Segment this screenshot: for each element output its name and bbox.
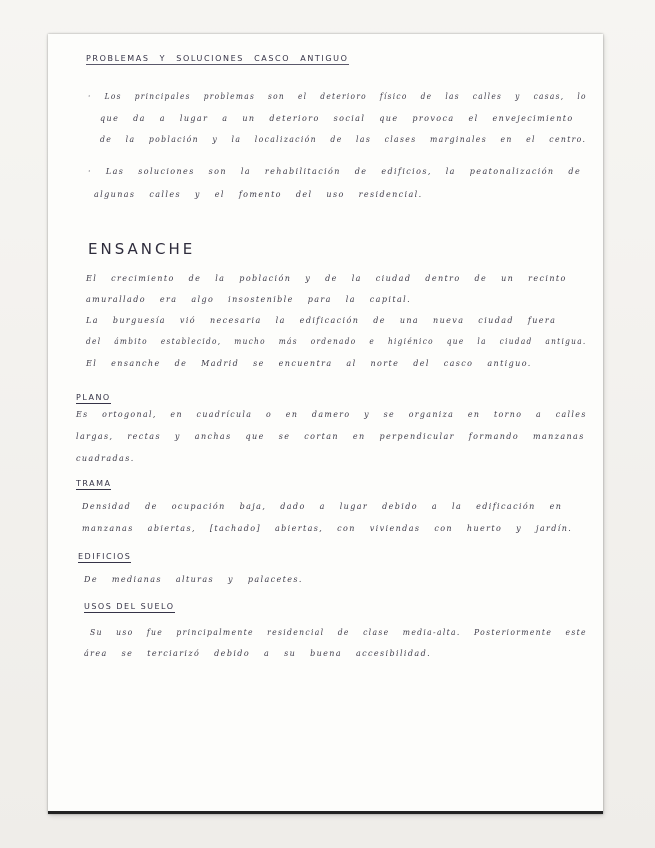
heading-edificios: EDIFICIOS xyxy=(78,552,132,561)
ensanche-line-1: El crecimiento de la población y de la ciudad dentro de un recinto xyxy=(86,274,567,283)
usos-line-2: área se terciarizó debido a su buena accesibilidad. xyxy=(84,649,432,658)
notebook-page xyxy=(48,34,603,814)
trama-line-2: manzanas abiertas, [tachado] abiertas, con viviendas con huerto y jardín. xyxy=(82,524,573,533)
intro-line-1: · Los principales problemas son el deterioro físico de las calles y casas, lo xyxy=(88,92,587,101)
trama-line-1: Densidad de ocupación baja, dado a lugar debido a la edificación en xyxy=(82,502,563,511)
ensanche-line-2: amurallado era algo insostenible para la capital. xyxy=(86,295,412,304)
section-heading-ensanche: ENSANCHE xyxy=(88,240,196,258)
heading-trama: TRAMA xyxy=(76,479,112,488)
intro-line-2: que da a lugar a un deterioro social que provoca el envejecimiento xyxy=(100,114,574,123)
plano-line-3: cuadradas. xyxy=(76,454,135,463)
heading-plano: PLANO xyxy=(76,393,111,402)
ensanche-line-4: del ámbito establecido, mucho más ordenado e higiénico que la ciudad antigua. xyxy=(86,337,587,346)
page-title: PROBLEMAS Y SOLUCIONES CASCO ANTIGUO xyxy=(86,54,349,63)
intro-line-5: algunas calles y el fomento del uso residencial. xyxy=(94,190,423,199)
usos-line-1: Su uso fue principalmente residencial de clase media-alta. Posteriormente este xyxy=(90,628,587,637)
heading-usos-del-suelo: USOS DEL SUELO xyxy=(84,602,175,611)
plano-line-2: largas, rectas y anchas que se cortan en perpendicular formando manzanas xyxy=(76,432,585,441)
plano-line-1: Es ortogonal, en cuadrícula o en damero y se organiza en torno a calles xyxy=(76,410,587,419)
edificios-line-1: De medianas alturas y palacetes. xyxy=(84,575,303,584)
ensanche-line-3: La burguesía vió necesaria la edificación de una nueva ciudad fuera xyxy=(86,316,557,325)
intro-line-4: · Las soluciones son la rehabilitación de edificios, la peatonalización de xyxy=(88,167,582,176)
intro-line-3: de la población y la localización de las clases marginales en el centro. xyxy=(100,135,587,144)
ensanche-line-5: El ensanche de Madrid se encuentra al norte del casco antiguo. xyxy=(86,359,532,368)
